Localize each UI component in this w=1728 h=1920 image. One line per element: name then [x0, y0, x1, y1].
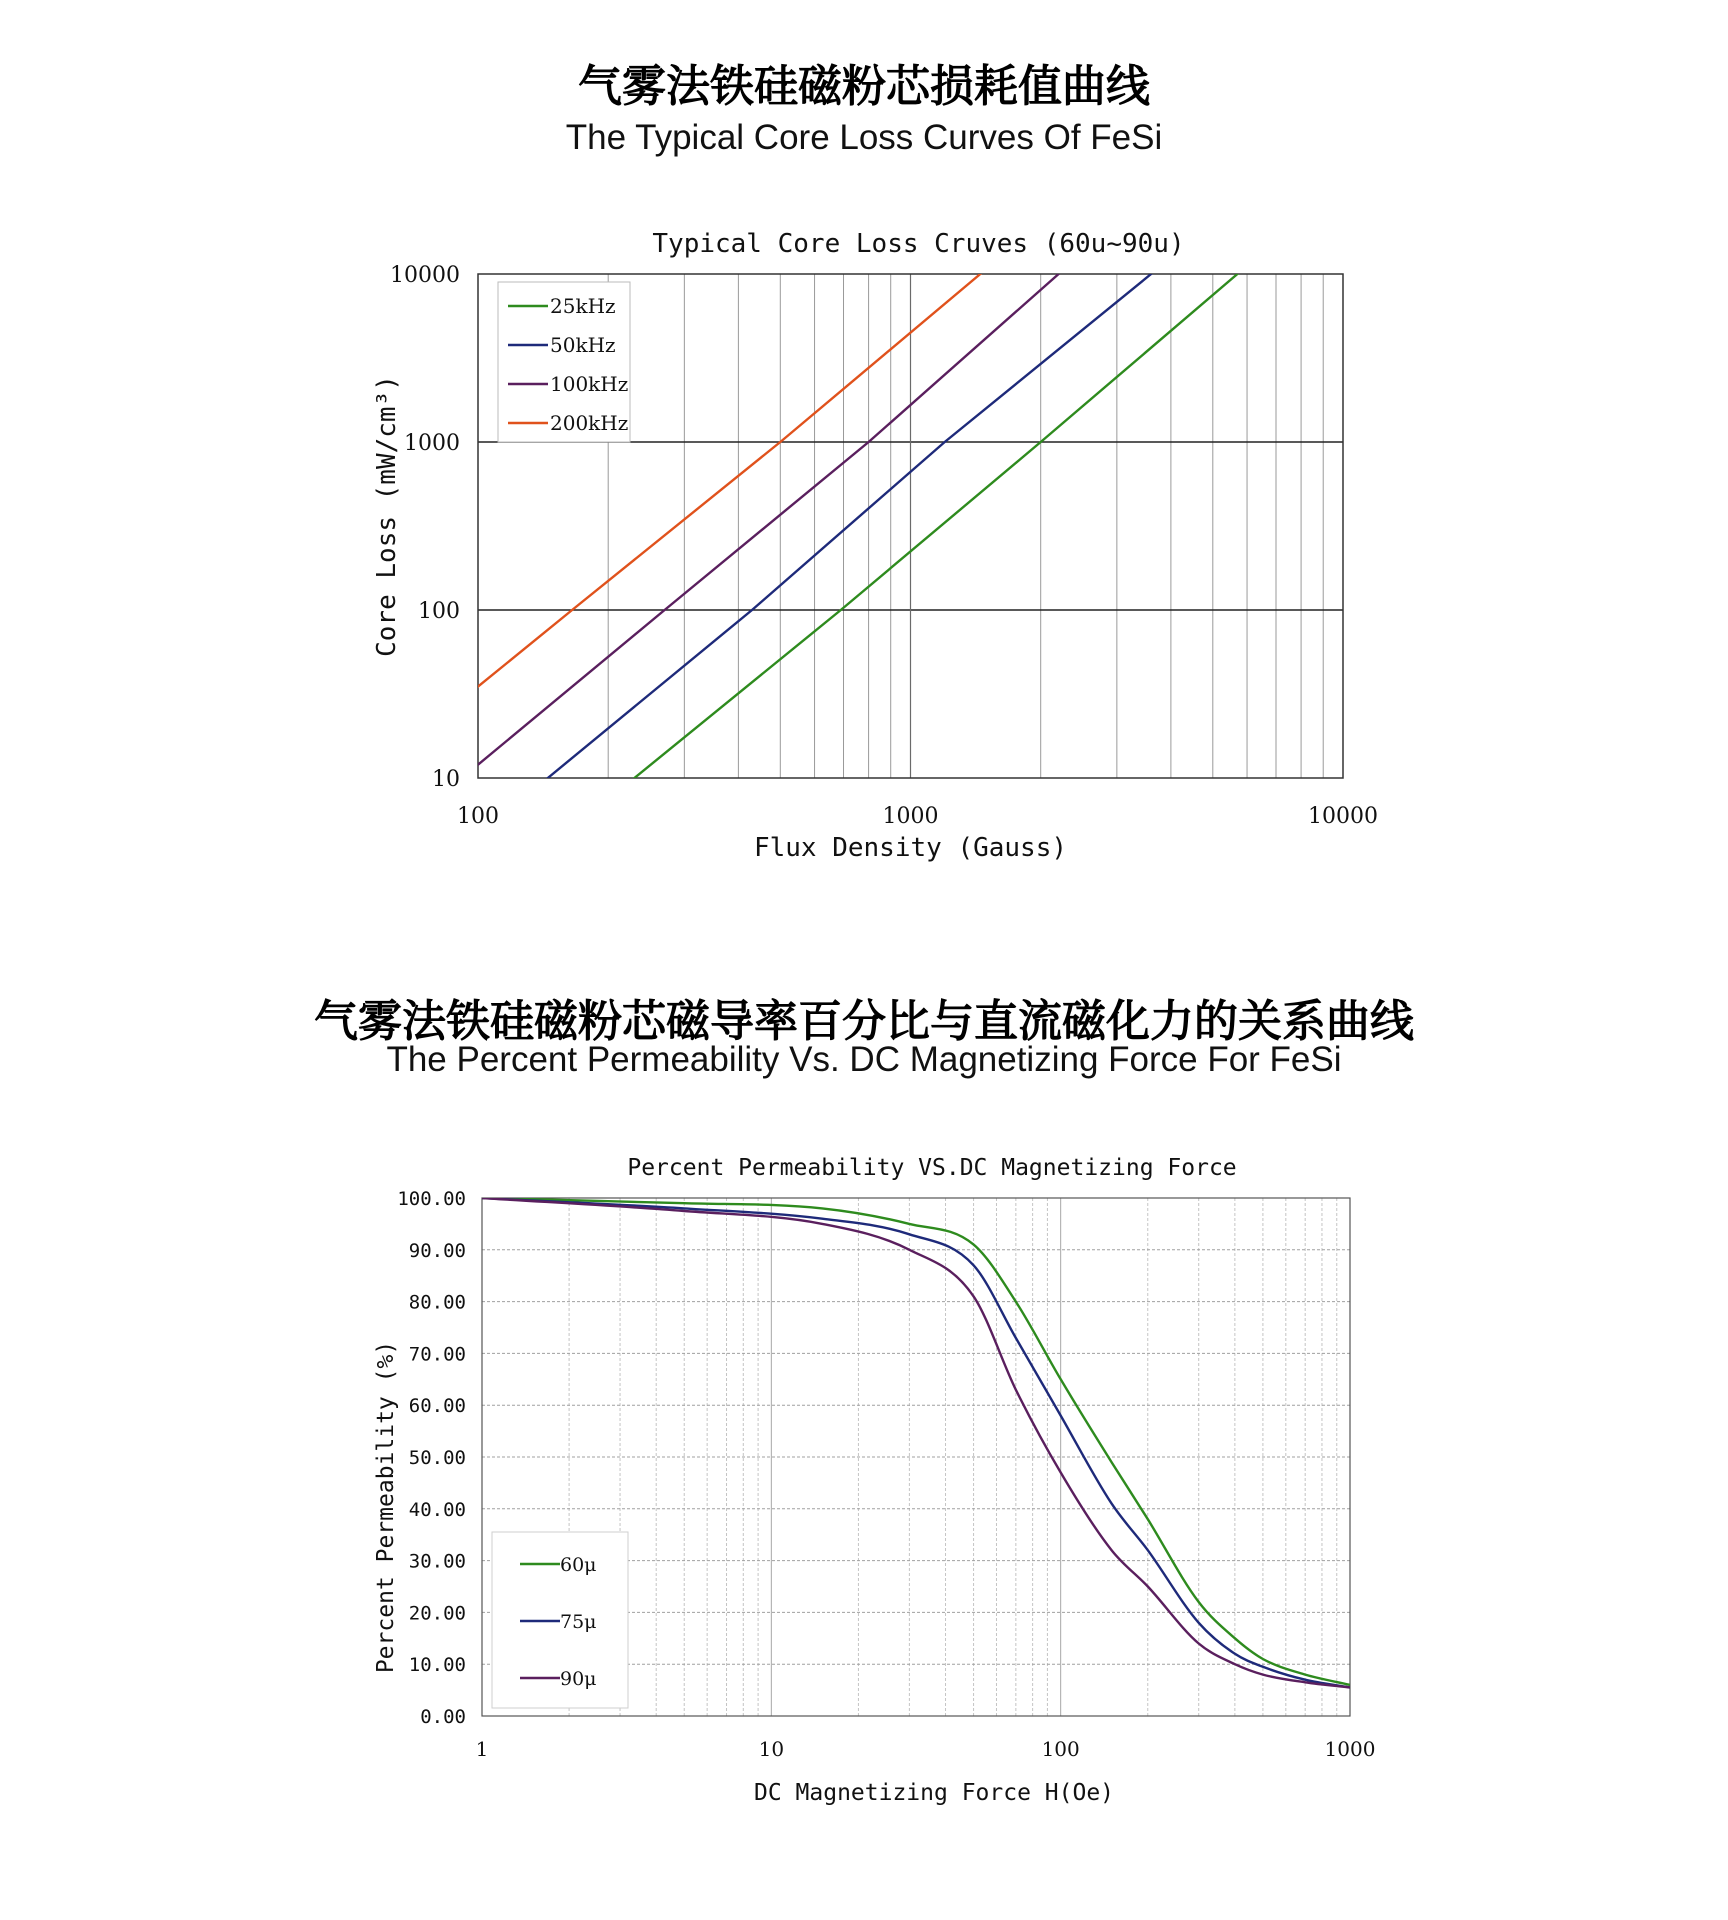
y-tick-label: 10000: [390, 263, 460, 288]
y-tick-label: 40.00: [408, 1498, 466, 1521]
y-tick-label: 10.00: [408, 1654, 466, 1677]
y-tick-label: 90.00: [408, 1239, 466, 1262]
legend-label: 200kHz: [550, 411, 629, 435]
y-axis-label: Percent Permeability (%): [373, 1340, 399, 1674]
legend-label: 25kHz: [550, 294, 616, 318]
x-axis-label: Flux Density (Gauss): [753, 833, 1068, 863]
legend-label: 90μ: [560, 1668, 597, 1690]
chart-title: Percent Permeability VS.DC Magnetizing Force: [627, 1155, 1237, 1181]
x-tick-label: 10: [758, 1737, 785, 1761]
x-tick-label: 1000: [882, 804, 939, 829]
y-tick-label: 50.00: [408, 1447, 466, 1469]
x-tick-label: 10000: [1308, 804, 1378, 829]
x-axis-label: DC Magnetizing Force H(Oe): [753, 1780, 1115, 1806]
y-tick-label: 100.00: [397, 1188, 466, 1210]
y-tick-label: 70.00: [408, 1343, 466, 1366]
y-tick-label: 60.00: [408, 1395, 466, 1418]
section2-title-en: The Percent Permeability Vs. DC Magnetizing Force For FeSi: [386, 1040, 1342, 1079]
x-tick-label: 1: [475, 1737, 489, 1761]
legend-label: 100kHz: [550, 372, 629, 396]
x-tick-label: 100: [1041, 1737, 1080, 1761]
y-tick-label: 0.00: [420, 1706, 466, 1728]
x-tick-label: 100: [457, 804, 499, 829]
legend-label: 75μ: [560, 1611, 597, 1633]
legend-label: 50kHz: [550, 333, 616, 357]
y-axis-label: Core Loss (mW/cm³): [372, 375, 402, 657]
y-tick-label: 100: [418, 599, 460, 624]
section2-title-cn: 气雾法铁硅磁粉芯磁导率百分比与直流磁化力的关系曲线: [314, 996, 1414, 1047]
section1-title-en: The Typical Core Loss Curves Of FeSi: [565, 118, 1163, 157]
y-tick-label: 10: [432, 767, 460, 792]
y-tick-label: 30.00: [408, 1550, 466, 1573]
y-tick-label: 20.00: [408, 1602, 466, 1625]
section1-title-cn: 气雾法铁硅磁粉芯损耗值曲线: [578, 61, 1150, 112]
chart-title: Typical Core Loss Cruves (60u~90u): [652, 229, 1185, 259]
legend-label: 60μ: [560, 1554, 597, 1576]
y-tick-label: 1000: [404, 431, 460, 456]
y-tick-label: 80.00: [408, 1291, 466, 1314]
x-tick-label: 1000: [1324, 1737, 1376, 1761]
